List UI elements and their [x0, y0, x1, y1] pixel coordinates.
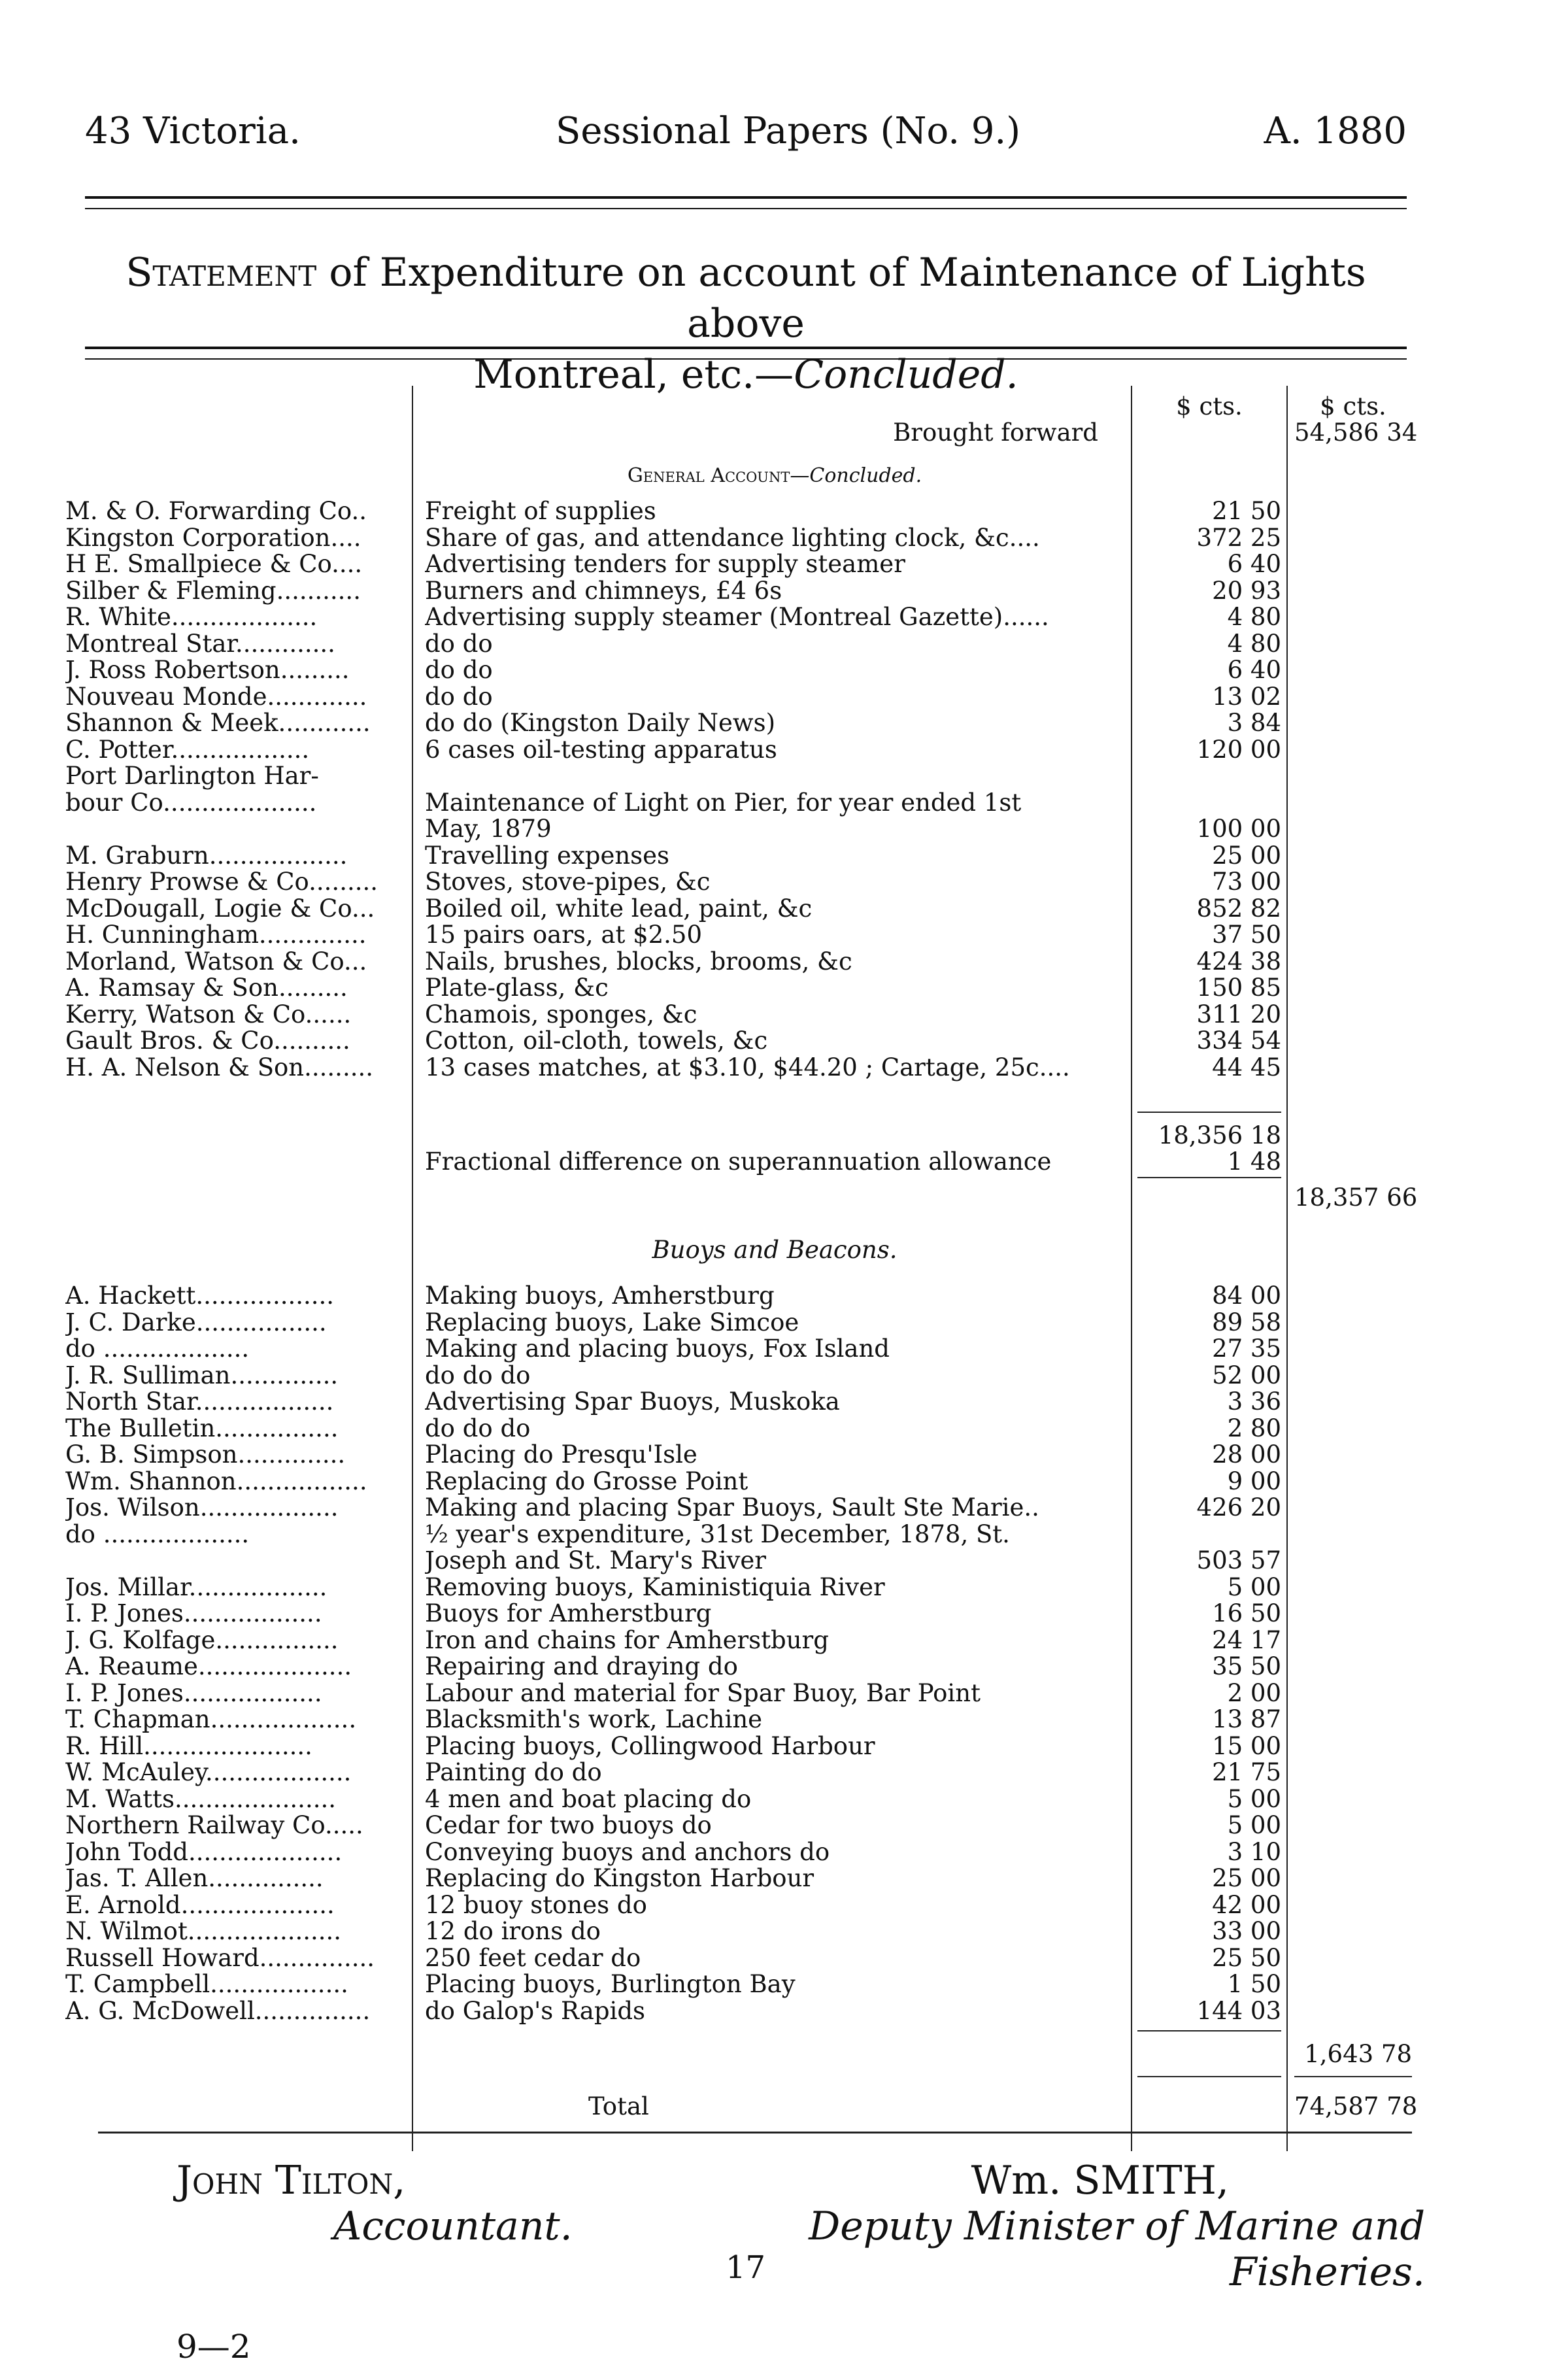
table-row [65, 1944, 1412, 1970]
item-description: Maintenance of Light on Pier, for year ended 1st [425, 788, 1022, 817]
item-amount: 16 50 [1212, 1599, 1281, 1627]
total-label: Total [588, 2092, 649, 2120]
table-row [65, 1053, 1412, 1080]
table-row [65, 894, 1412, 921]
payee-name: McDougall, Logie & Co... [65, 894, 375, 923]
header-center: Sessional Papers (No. 9.) [556, 110, 1021, 152]
statement-title [85, 247, 1407, 400]
payee-name: Nouveau Monde............. [65, 682, 367, 711]
item-amount: 24 17 [1212, 1625, 1281, 1654]
deputy-minister-name: Wm. SMITH, [971, 2158, 1229, 2203]
item-description: Travelling expenses [425, 841, 670, 870]
table-row [65, 1758, 1412, 1784]
table-row [65, 921, 1412, 947]
item-description: Freight of supplies [425, 497, 656, 525]
table-row [65, 1467, 1412, 1493]
item-description: 12 do irons do [425, 1917, 601, 1945]
item-description: Advertising tenders for supply steamer [425, 550, 905, 578]
payee-name: G. B. Simpson.............. [65, 1440, 346, 1469]
header-left: 43 Victoria. [85, 110, 301, 152]
fractional-rule [1137, 1177, 1281, 1178]
item-description: Replacing do Grosse Point [425, 1467, 748, 1495]
buoys-total: 1,643 78 [1304, 2040, 1412, 2068]
table-row [65, 1970, 1412, 1996]
item-description: Cedar for two buoys do [425, 1811, 712, 1839]
item-amount: 2 00 [1227, 1678, 1281, 1707]
item-description: Making and placing buoys, Fox Island [425, 1334, 890, 1363]
buoys-rule [1137, 2030, 1281, 2032]
item-description: Placing do Presqu'Isle [425, 1440, 697, 1469]
item-amount: 5 00 [1227, 1784, 1281, 1813]
payee-name: North Star.................. [65, 1387, 334, 1416]
table-row [65, 1308, 1412, 1334]
payee-name: Jos. Wilson.................. [65, 1493, 339, 1522]
item-amount: 5 00 [1227, 1811, 1281, 1839]
bottom-rule [98, 2132, 1412, 2134]
table-row [65, 603, 1412, 629]
item-description: Labour and material for Spar Buoy, Bar Point [425, 1678, 981, 1707]
item-description: 13 cases matches, at $3.10, $44.20 ; Cartage, 25c.... [425, 1053, 1070, 1081]
item-description: Making buoys, Amherstburg [425, 1282, 775, 1310]
item-description: Iron and chains for Amherstburg [425, 1625, 829, 1654]
item-description: do do (Kingston Daily News) [425, 709, 776, 737]
item-amount: 372 25 [1196, 523, 1281, 552]
table-row [65, 842, 1412, 868]
title-line2: Montreal, etc.— [473, 352, 794, 398]
item-amount: 144 03 [1196, 1996, 1281, 2025]
running-header [85, 110, 1407, 162]
table-row [65, 550, 1412, 576]
item-description: Boiled oil, white lead, paint, &c [425, 894, 813, 923]
payee-name: bour Co.................... [65, 788, 317, 817]
table-row [65, 1414, 1412, 1440]
item-amount: 334 54 [1196, 1027, 1281, 1055]
item-amount: 20 93 [1212, 576, 1281, 605]
accountant-name: John Tilton, [176, 2158, 406, 2203]
fractional-amount: 1 48 [1227, 1148, 1281, 1176]
total-column-head: $ cts. [1320, 392, 1386, 420]
item-description: 250 feet cedar do [425, 1943, 641, 1972]
payee-name: W. McAuley................... [65, 1758, 352, 1786]
table-row [65, 815, 1412, 841]
item-amount: 503 57 [1196, 1546, 1281, 1574]
payee-name: Gault Bros. & Co.......... [65, 1027, 350, 1055]
table-row [65, 1387, 1412, 1414]
deputy-minister-signature [706, 2158, 1425, 2295]
item-amount: 25 50 [1212, 1943, 1281, 1972]
table-row [65, 1546, 1412, 1572]
payee-name: Wm. Shannon................. [65, 1467, 367, 1495]
item-amount: 52 00 [1212, 1361, 1281, 1389]
payee-name: I. P. Jones.................. [65, 1599, 322, 1627]
item-amount: 100 00 [1196, 815, 1281, 843]
payee-name: M. Graburn.................. [65, 841, 348, 870]
item-description: do do do [425, 1414, 531, 1442]
title-concluded: Concluded. [794, 352, 1018, 398]
item-amount: 2 80 [1227, 1414, 1281, 1442]
item-description: 15 pairs oars, at $2.50 [425, 921, 703, 949]
payee-name: A. Reaume.................... [65, 1652, 352, 1680]
item-description: Nails, brushes, blocks, brooms, &c [425, 947, 852, 976]
item-amount: 9 00 [1227, 1467, 1281, 1495]
payee-name: M. & O. Forwarding Co.. [65, 497, 367, 525]
buoys-heading: Buoys and Beacons. [652, 1236, 898, 1264]
item-description: Placing buoys, Collingwood Harbour [425, 1731, 875, 1760]
payee-name: Shannon & Meek............ [65, 709, 371, 737]
item-amount: 150 85 [1196, 974, 1281, 1002]
table-row [65, 1785, 1412, 1811]
item-description: 4 men and boat placing do [425, 1784, 752, 1813]
table-row [65, 1811, 1412, 1837]
item-amount: 15 00 [1212, 1731, 1281, 1760]
payee-name: J. G. Kolfage................ [65, 1625, 339, 1654]
table-row [65, 1838, 1412, 1864]
item-amount: 89 58 [1212, 1308, 1281, 1336]
payee-name: H. A. Nelson & Son......... [65, 1053, 373, 1081]
table-row [65, 1732, 1412, 1758]
item-description: Replacing do Kingston Harbour [425, 1864, 814, 1892]
table-row [65, 1891, 1412, 1917]
deputy-minister-title: Deputy Minister of Marine and Fisheries. [809, 2203, 1425, 2295]
payee-name: I. P. Jones.................. [65, 1678, 322, 1707]
table-row [65, 947, 1412, 974]
payee-name: Silber & Fleming........... [65, 576, 361, 605]
general-account-heading [425, 464, 1124, 487]
item-amount: 37 50 [1212, 921, 1281, 949]
item-description: Advertising Spar Buoys, Muskoka [425, 1387, 840, 1416]
payee-name: A. Ramsay & Son......... [65, 974, 348, 1002]
item-description: Chamois, sponges, &c [425, 1000, 697, 1028]
item-amount: 311 20 [1196, 1000, 1281, 1028]
payee-name: H E. Smallpiece & Co.... [65, 550, 363, 578]
item-description: Cotton, oil-cloth, towels, &c [425, 1027, 768, 1055]
payee-name: T. Chapman................... [65, 1705, 357, 1733]
item-description: Burners and chimneys, £4 6s [425, 576, 782, 605]
table-row [65, 1599, 1412, 1625]
payee-name: R. Hill...................... [65, 1731, 312, 1760]
payee-name: Russell Howard............... [65, 1943, 375, 1972]
table-row [65, 1520, 1412, 1546]
item-amount: 852 82 [1196, 894, 1281, 923]
table-row [65, 683, 1412, 709]
table-row [65, 709, 1412, 735]
item-amount: 6 40 [1227, 550, 1281, 578]
item-amount: 5 00 [1227, 1572, 1281, 1601]
table-row [65, 1997, 1412, 2023]
table-row [65, 1000, 1412, 1027]
payee-name: Kingston Corporation.... [65, 523, 361, 552]
item-description: Stoves, stove-pipes, &c [425, 868, 711, 896]
table-row [65, 1493, 1412, 1520]
general-total: 18,357 66 [1294, 1183, 1418, 1212]
payee-name: The Bulletin................ [65, 1414, 339, 1442]
table-row [65, 577, 1412, 603]
payee-name: do ................... [65, 1334, 250, 1363]
accountant-signature [176, 2158, 573, 2249]
payee-name: J. C. Darke................. [65, 1308, 327, 1336]
item-amount: 6 40 [1227, 656, 1281, 684]
payee-name: Jas. T. Allen............... [65, 1864, 324, 1892]
item-description: Replacing buoys, Lake Simcoe [425, 1308, 799, 1336]
table-row [65, 1652, 1412, 1678]
table-row [65, 762, 1412, 788]
item-amount: 42 00 [1212, 1890, 1281, 1919]
item-amount: 21 75 [1212, 1758, 1281, 1786]
table-row [65, 789, 1412, 815]
grand-total: 74,587 78 [1294, 2092, 1418, 2120]
table-row [65, 868, 1412, 894]
payee-name: H. Cunningham.............. [65, 921, 367, 949]
title-rule [85, 347, 1407, 360]
table-row [65, 656, 1412, 682]
subtotal-rule [1137, 1112, 1281, 1113]
item-amount: 33 00 [1212, 1917, 1281, 1945]
item-amount: 84 00 [1212, 1282, 1281, 1310]
general-heading-concluded: —Concluded. [790, 464, 922, 487]
item-amount: 426 20 [1196, 1493, 1281, 1522]
total-rule-amount [1137, 2076, 1281, 2077]
item-description: Repairing and draying do [425, 1652, 738, 1680]
table-row [65, 1679, 1412, 1705]
table-row [65, 1705, 1412, 1731]
item-description: do do [425, 682, 493, 711]
header-right: A. 1880 [1264, 110, 1407, 152]
item-description: Buoys for Amherstburg [425, 1599, 712, 1627]
table-row [65, 497, 1412, 523]
item-description: Share of gas, and attendance lighting clock, &c.... [425, 523, 1040, 552]
item-amount: 4 80 [1227, 629, 1281, 658]
signature-mark: 9—2 [176, 2328, 251, 2366]
brought-forward-total: 54,586 34 [1294, 418, 1418, 447]
item-amount: 120 00 [1196, 735, 1281, 764]
item-amount: 25 00 [1212, 841, 1281, 870]
item-description: ½ year's expenditure, 31st December, 1878, St. [425, 1520, 1010, 1548]
payee-name: Montreal Star............. [65, 629, 335, 658]
item-description: do do do [425, 1361, 531, 1389]
item-amount: 1 50 [1227, 1970, 1281, 1998]
item-description: do do [425, 629, 493, 658]
item-amount: 13 02 [1212, 682, 1281, 711]
table-row [65, 1027, 1412, 1053]
item-description: Advertising supply steamer (Montreal Gazette)...... [425, 603, 1049, 631]
title-line1: of Expenditure on account of Maintenance of Lights above [316, 250, 1366, 347]
payee-name: E. Arnold.................... [65, 1890, 335, 1919]
payee-name: Kerry, Watson & Co...... [65, 1000, 352, 1028]
item-amount: 3 84 [1227, 709, 1281, 737]
item-description: Conveying buoys and anchors do [425, 1837, 830, 1866]
payee-name: John Todd.................... [65, 1837, 343, 1866]
item-amount: 424 38 [1196, 947, 1281, 976]
table-row [65, 974, 1412, 1000]
item-amount: 13 87 [1212, 1705, 1281, 1733]
fractional-label: Fractional difference on superannuation allowance [425, 1148, 1052, 1176]
item-description: Making and placing Spar Buoys, Sault Ste Marie.. [425, 1493, 1039, 1522]
payee-name: J. Ross Robertson......... [65, 656, 350, 684]
item-amount: 44 45 [1212, 1053, 1281, 1081]
amount-column-head: $ cts. [1176, 392, 1243, 420]
item-amount: 35 50 [1212, 1652, 1281, 1680]
item-description: Painting do do [425, 1758, 602, 1786]
payee-name: Henry Prowse & Co......... [65, 868, 378, 896]
payee-name: Northern Railway Co..... [65, 1811, 363, 1839]
item-description: 12 buoy stones do [425, 1890, 647, 1919]
subtotal-amount: 18,356 18 [1158, 1121, 1281, 1149]
item-description: Removing buoys, Kaministiquia River [425, 1572, 885, 1601]
item-description: 6 cases oil-testing apparatus [425, 735, 777, 764]
item-amount: 28 00 [1212, 1440, 1281, 1469]
payee-name: A. Hackett.................. [65, 1282, 335, 1310]
table-row [65, 1626, 1412, 1652]
item-amount: 25 00 [1212, 1864, 1281, 1892]
item-amount: 21 50 [1212, 497, 1281, 525]
item-amount: 27 35 [1212, 1334, 1281, 1363]
table-row [65, 1864, 1412, 1890]
payee-name: A. G. McDowell............... [65, 1996, 371, 2025]
table-row [65, 736, 1412, 762]
payee-name: Port Darlington Har- [65, 762, 319, 790]
payee-name: Jos. Millar.................. [65, 1572, 327, 1601]
table-row [65, 630, 1412, 656]
table-row [65, 1361, 1412, 1387]
table-row [65, 1917, 1412, 1943]
item-amount: 73 00 [1212, 868, 1281, 896]
table-row [65, 1282, 1412, 1308]
item-description: Placing buoys, Burlington Bay [425, 1970, 796, 1998]
item-amount: 3 10 [1227, 1837, 1281, 1866]
item-amount: 4 80 [1227, 603, 1281, 631]
accountant-title: Accountant. [333, 2203, 573, 2249]
table-row [65, 1573, 1412, 1599]
title-lead: Statement [126, 250, 317, 296]
brought-forward-label: Brought forward [893, 418, 1098, 447]
item-description: Joseph and St. Mary's River [425, 1546, 766, 1574]
table-row [65, 524, 1412, 550]
payee-name: R. White................... [65, 603, 318, 631]
item-description: Blacksmith's work, Lachine [425, 1705, 763, 1733]
payee-name: do ................... [65, 1520, 250, 1548]
payee-name: Morland, Watson & Co... [65, 947, 367, 976]
payee-name: T. Campbell.................. [65, 1970, 348, 1998]
payee-name: C. Potter.................. [65, 735, 310, 764]
header-rule [85, 196, 1407, 209]
total-rule [1294, 2076, 1412, 2077]
table-row [65, 1440, 1412, 1467]
item-description: do Galop's Rapids [425, 1996, 646, 2025]
item-description: May, 1879 [425, 815, 552, 843]
item-description: Plate-glass, &c [425, 974, 609, 1002]
payee-name: N. Wilmot.................... [65, 1917, 342, 1945]
payee-name: J. R. Sulliman.............. [65, 1361, 339, 1389]
table-row [65, 1334, 1412, 1361]
item-description: do do [425, 656, 493, 684]
page-number: 17 [726, 2249, 766, 2286]
payee-name: M. Watts..................... [65, 1784, 336, 1813]
general-heading-text: General Account [627, 464, 790, 487]
item-amount: 3 36 [1227, 1387, 1281, 1416]
